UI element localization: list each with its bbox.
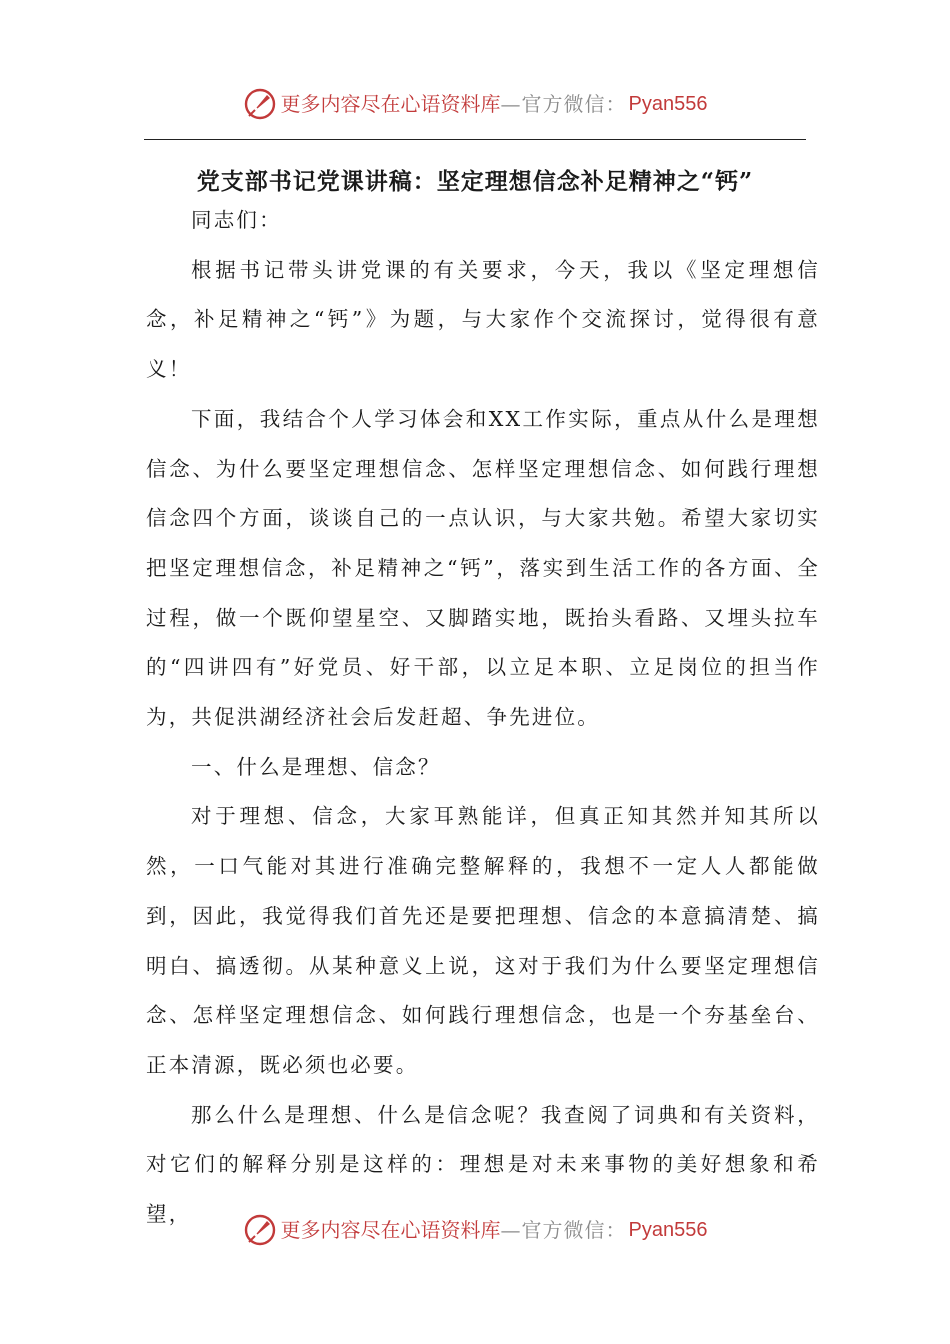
banner-wechat-label: 官方微信： (521, 1218, 627, 1242)
salutation: 同志们： (191, 208, 282, 232)
footer-watermark-banner (0, 1210, 950, 1250)
header-watermark-banner (0, 84, 950, 124)
banner-wechat-label: 官方微信： (521, 92, 627, 116)
banner-wechat-id: Pyan556 (628, 93, 708, 115)
paragraph: 对于理想、信念，大家耳熟能详，但真正知其然并知其所以然，一口气能对其进行准确完整解释的，我想不一定人人都能做到，因此，我觉得我们首先还是要把理想、信念的本意搞清楚、搞明白、搞透彻。从某种意义上说，这对于我们为什么要坚定理想信念、怎样坚定理想信念、如何践行理想信念，也是一个夯基垒台、正本清源，既必须也必要。 (146, 804, 820, 1077)
banner-wechat-id: Pyan556 (628, 1219, 708, 1241)
quill-logo-icon (243, 1213, 277, 1247)
header-divider (144, 139, 806, 140)
banner-brand-text: 更多内容尽在心语资料库 (280, 1218, 501, 1242)
banner-brand-text: 更多内容尽在心语资料库 (280, 92, 501, 116)
paragraph: 那么什么是理想、什么是信念呢？我查阅了词典和有关资料，对它们的解释分别是这样的：理想是对未来事物的美好想象和希望， (146, 1102, 820, 1227)
section-heading: 一、什么是理想、信念？ (191, 754, 441, 779)
paragraph: 下面，我结合个人学习体会和XX工作实际，重点从什么是理想信念、为什么要坚定理想信念、怎样坚定理想信念、如何践行理想信念四个方面，谈谈自己的一点认识，与大家共勉。希望大家切实把坚定理想信念，补足精神之“钙”，落实到生活工作的各方面、全过程，做一个既仰望星空、又脚踏实地，既抬头看路、又埋头拉车的“四讲四有”好党员、好干部，以立足本职、立足岗位的担当作为，共促洪湖经济社会后发赶超、争先进位。 (146, 406, 820, 730)
banner-separator: — (500, 1218, 522, 1242)
banner-separator: — (500, 92, 522, 116)
document-title: 党支部书记党课讲稿：坚定理想信念补足精神之“钙” (196, 168, 754, 195)
quill-logo-icon (243, 87, 277, 121)
document-body (146, 183, 820, 1240)
paragraph: 根据书记带头讲党课的有关要求，今天，我以《坚定理想信念，补足精神之“钙”》为题，与大家作个交流探讨，觉得很有意义！ (146, 257, 820, 382)
